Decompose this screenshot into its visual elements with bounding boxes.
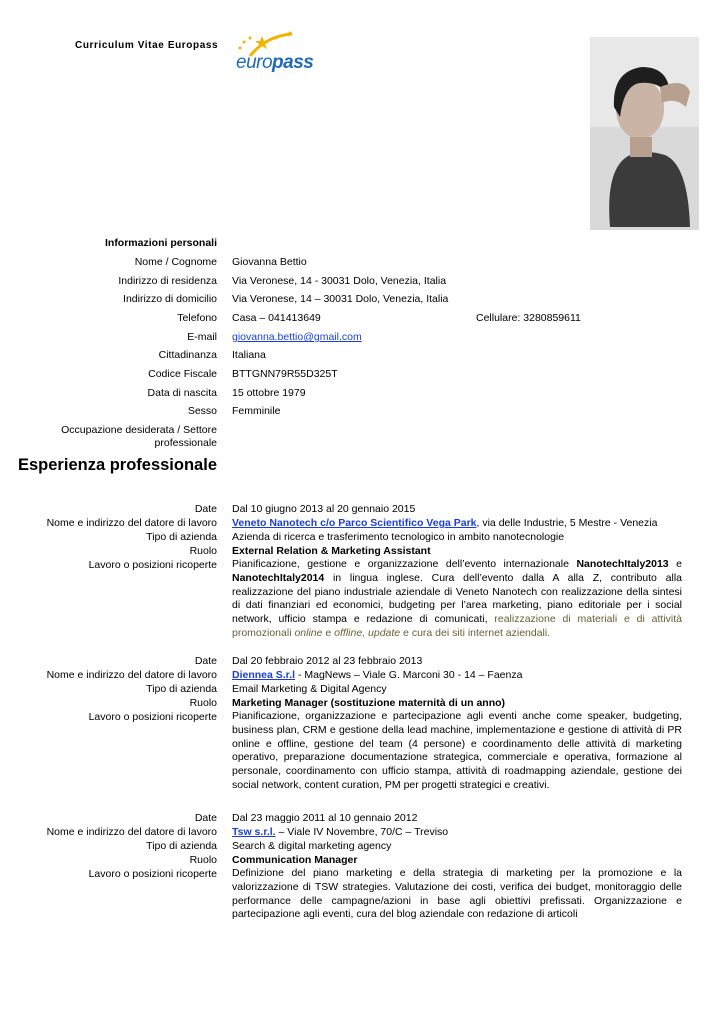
- job2-employer-link[interactable]: Diennea S.r.l: [232, 669, 296, 681]
- job1-label-employer: Nome e indirizzo del datore di lavoro: [46, 517, 217, 529]
- job2-role: Marketing Manager (sostituzione maternità di un anno): [232, 697, 506, 709]
- value-sex: Femminile: [232, 405, 281, 417]
- label-domicile: Indirizzo di domicilio: [123, 293, 217, 305]
- personal-info-heading: Informazioni personali: [104, 237, 217, 249]
- label-birth-date: Data di nascita: [147, 387, 217, 399]
- job1-label-role: Ruolo: [189, 545, 217, 557]
- label-occupation-line2: professionale: [154, 437, 217, 449]
- job1-role: External Relation & Marketing Assistant: [232, 545, 431, 557]
- label-citizenship: Cittadinanza: [158, 349, 217, 361]
- job2-label-employer: Nome e indirizzo del datore di lavoro: [46, 669, 217, 681]
- job2-label-date: Date: [194, 655, 217, 667]
- job3-date: Dal 23 maggio 2011 al 10 gennaio 2012: [232, 812, 418, 824]
- label-tax-code: Codice Fiscale: [148, 368, 217, 380]
- job3-label-role: Ruolo: [189, 854, 217, 866]
- job3-label-type: Tipo di azienda: [146, 840, 217, 852]
- job3-label-duties: Lavoro o posizioni ricoperte: [88, 868, 217, 880]
- job2-type: Email Marketing & Digital Agency: [232, 683, 387, 695]
- job3-role: Communication Manager: [232, 854, 358, 866]
- europass-logo: [232, 30, 320, 80]
- value-phone-home: Casa – 041413649: [232, 312, 321, 324]
- value-name: Giovanna Bettio: [232, 256, 307, 268]
- job3-label-date: Date: [194, 812, 217, 824]
- job3-employer: Tsw s.r.l. – Viale IV Novembre, 70/C – Treviso: [232, 826, 449, 838]
- label-occupation-line1: Occupazione desiderata / Settore: [61, 424, 217, 436]
- job1-type: Azienda di ricerca e trasferimento tecnologico in ambito nanotecnologie: [232, 531, 565, 543]
- job3-employer-link[interactable]: Tsw s.r.l.: [232, 826, 276, 838]
- job2-duties: Pianificazione, organizzazione e partecipazione agli eventi anche come speaker, budgeting, business plan, CRM e gestione della lead machine, implementazione e gestione di attività di PR online e offline, gestione del team (4 persone) e coordinamento delle attività di marketing operativo, preparazione documentazione strategica, commerciale e operativa, formazione al personale, coordinamento con ufficio stampa, attività di roadmapping aziendale, gestione dei social network, content curation, PM per progetti strategici e creativi.: [232, 710, 682, 791]
- job2-label-duties: Lavoro o posizioni ricoperte: [88, 711, 217, 723]
- value-domicile: Via Veronese, 14 – 30031 Dolo, Venezia, Italia: [232, 293, 449, 305]
- profile-photo: [590, 37, 699, 230]
- job1-date: Dal 10 giugno 2013 al 20 gennaio 2015: [232, 503, 416, 515]
- job1-employer: Veneto Nanotech c/o Parco Scientifico Vega Park, via delle Industrie, 5 Mestre - Venezia: [232, 517, 658, 529]
- email-link[interactable]: giovanna.bettio@gmail.com: [232, 331, 362, 343]
- job2-employer: Diennea S.r.l - MagNews – Viale G. Marconi 30 - 14 – Faenza: [232, 669, 523, 681]
- job3-type: Search & digital marketing agency: [232, 840, 392, 852]
- label-residence: Indirizzo di residenza: [118, 275, 217, 287]
- experience-section-title: Esperienza professionale: [18, 456, 217, 474]
- label-sex: Sesso: [187, 405, 217, 417]
- label-phone: Telefono: [177, 312, 217, 324]
- job1-label-type: Tipo di azienda: [146, 531, 217, 543]
- job1-label-date: Date: [194, 503, 217, 515]
- job1-duties: Pianificazione, gestione e organizzazione dell’evento internazionale NanotechItaly2013 e NanotechItaly2014 in lingua inglese. Cura dell’evento dalla A alla Z, contributo alla realizzazione del piano industriale aziendale di Veneto Nanotech con realizzazione della sintesi di dati finanziari ed economici, budgeting per l’area marketing, piano editoriale per i social network, ufficio stampa e redazione di comunicati, realizzazione di materiali e di attività promozionali online e offline, update e cura dei siti internet aziendali.: [232, 558, 682, 639]
- job3-label-employer: Nome e indirizzo del datore di lavoro: [46, 826, 217, 838]
- label-email: E-mail: [187, 331, 217, 343]
- portrait-image: [590, 37, 699, 230]
- job2-label-type: Tipo di azienda: [146, 683, 217, 695]
- label-name: Nome / Cognome: [134, 256, 217, 268]
- value-tax-code: BTTGNN79R55D325T: [232, 368, 338, 380]
- job1-label-duties: Lavoro o posizioni ricoperte: [88, 559, 217, 571]
- job1-employer-link[interactable]: Veneto Nanotech c/o Parco Scientifico Vega Park: [232, 517, 477, 529]
- europass-logo-text: europass: [236, 52, 314, 73]
- value-phone-mobile: Cellulare: 3280859611: [476, 312, 581, 324]
- value-residence: Via Veronese, 14 - 30031 Dolo, Venezia, Italia: [232, 275, 447, 287]
- cv-header-title: Curriculum Vitae Europass: [75, 40, 219, 51]
- value-birth-date: 15 ottobre 1979: [232, 387, 306, 399]
- job2-label-role: Ruolo: [189, 697, 217, 709]
- value-citizenship: Italiana: [232, 349, 266, 361]
- job2-date: Dal 20 febbraio 2012 al 23 febbraio 2013: [232, 655, 423, 667]
- job3-duties: Definizione del piano marketing e della strategia di marketing per la promozione e la valorizzazione di TSW strategies. Valutazione dei costi, verifica dei budget, monitoraggio delle performance delle campagne/azioni in base agli obiettivi prefissati. Organizzazione e partecipazione agli eventi, cura del blog aziendale con redazione di articoli: [232, 867, 682, 921]
